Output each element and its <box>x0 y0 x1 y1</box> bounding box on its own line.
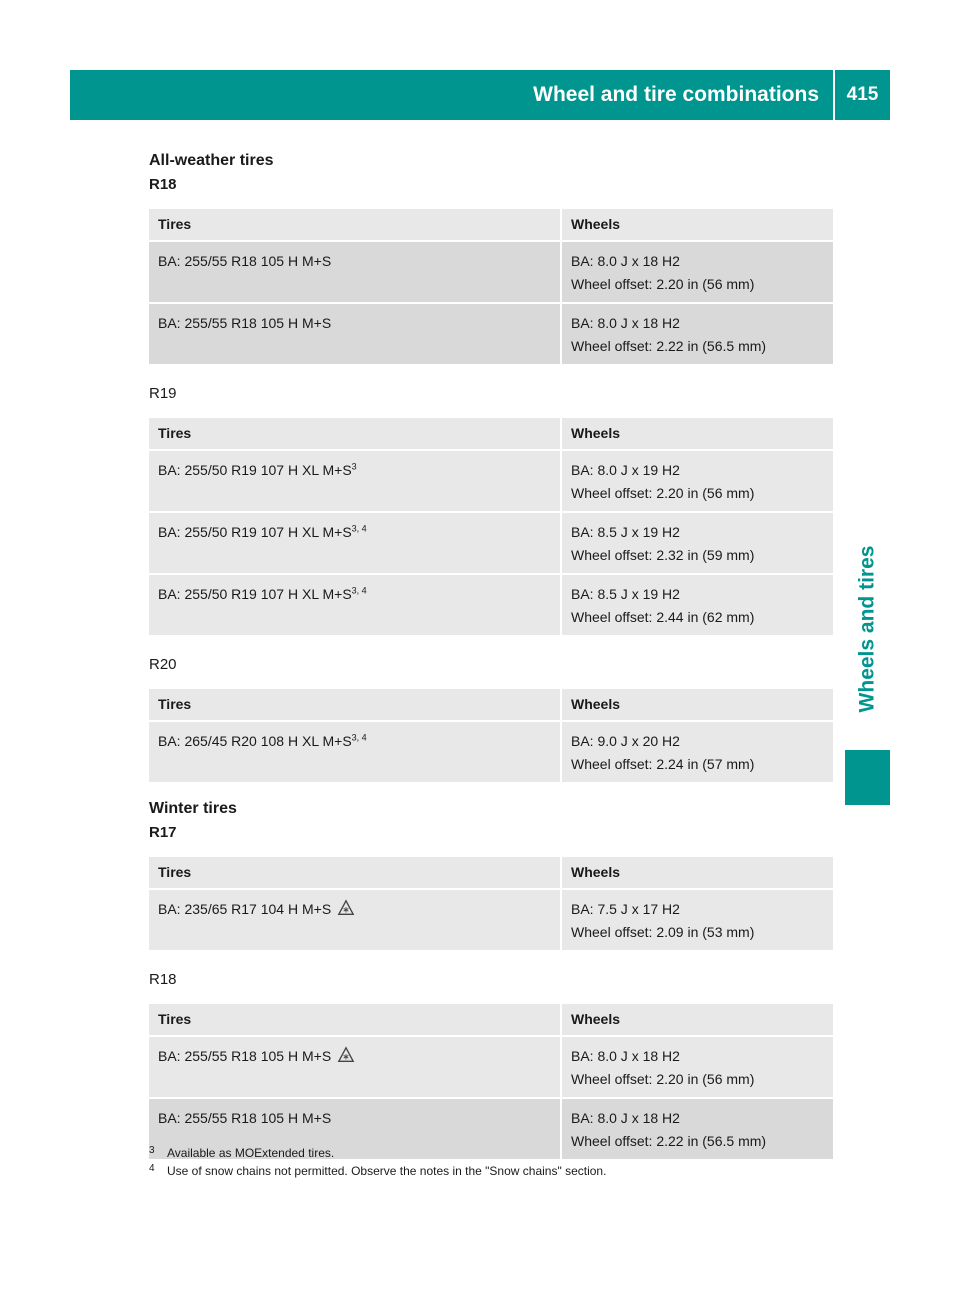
wheel-offset: Wheel offset: 2.20 in (56 mm) <box>571 276 755 292</box>
tire-spec: BA: 255/55 R18 105 H M+S <box>158 253 332 269</box>
table-row <box>149 889 833 951</box>
size-heading-r18: R18 <box>149 176 177 193</box>
tire-cell <box>149 450 561 512</box>
table-row <box>149 721 833 783</box>
footnote-number: 4 <box>149 1163 155 1174</box>
footnote-text: Use of snow chains not permitted. Observe the notes in the "Snow chains" section. <box>167 1164 607 1178</box>
mountain-snowflake-icon <box>337 1046 355 1064</box>
table-header-row <box>149 418 833 450</box>
wheel-offset: Wheel offset: 2.22 in (56.5 mm) <box>571 1133 767 1149</box>
wheel-offset: Wheel offset: 2.22 in (56.5 mm) <box>571 338 767 354</box>
footnote-ref: 3 <box>351 461 357 472</box>
all-weather-r18-table <box>149 209 833 366</box>
wheel-cell <box>561 721 833 783</box>
winter-r18-table <box>149 1004 833 1161</box>
winter-heading: Winter tires <box>149 800 237 817</box>
col-wheels: Wheels <box>561 1004 833 1036</box>
size-heading-r20: R20 <box>149 656 177 673</box>
footnote <box>149 1162 849 1180</box>
footnote-number: 3 <box>149 1145 155 1156</box>
col-tires: Tires <box>149 857 561 889</box>
wheel-offset: Wheel offset: 2.44 in (62 mm) <box>571 609 755 625</box>
tire-spec: BA: 255/50 R19 107 H XL M+S <box>158 586 352 602</box>
col-wheels: Wheels <box>561 418 833 450</box>
table-row <box>149 512 833 574</box>
col-wheels: Wheels <box>561 857 833 889</box>
wheel-offset: Wheel offset: 2.32 in (59 mm) <box>571 547 755 563</box>
wheel-cell <box>561 241 833 303</box>
tire-spec: BA: 235/65 R17 104 H M+S <box>158 901 332 917</box>
tire-spec: BA: 255/55 R18 105 H M+S <box>158 1110 332 1126</box>
wheel-cell <box>561 889 833 951</box>
tire-spec: BA: 265/45 R20 108 H XL M+S <box>158 733 352 749</box>
wheel-offset: Wheel offset: 2.09 in (53 mm) <box>571 924 755 940</box>
table-row <box>149 450 833 512</box>
page-number: 415 <box>846 84 879 105</box>
table-header-row <box>149 209 833 241</box>
col-tires: Tires <box>149 209 561 241</box>
footnote <box>149 1144 849 1162</box>
footnotes <box>149 1144 849 1180</box>
mountain-snowflake-icon <box>337 899 355 917</box>
wheel-offset: Wheel offset: 2.20 in (56 mm) <box>571 1071 755 1087</box>
wheel-offset: Wheel offset: 2.24 in (57 mm) <box>571 756 755 772</box>
wheel-spec: BA: 8.0 J x 18 H2 <box>571 1048 680 1064</box>
wheel-spec: BA: 8.0 J x 18 H2 <box>571 315 680 331</box>
wheel-spec: BA: 8.0 J x 18 H2 <box>571 1110 680 1126</box>
tire-spec: BA: 255/55 R18 105 H M+S <box>158 1048 332 1064</box>
table-row <box>149 1036 833 1098</box>
tire-cell <box>149 1036 561 1098</box>
col-tires: Tires <box>149 418 561 450</box>
table-row <box>149 303 833 365</box>
side-tab-label: Wheels and tires <box>855 545 879 713</box>
wheel-spec: BA: 9.0 J x 20 H2 <box>571 733 680 749</box>
size-heading-r19: R19 <box>149 385 177 402</box>
col-tires: Tires <box>149 689 561 721</box>
tire-cell <box>149 241 561 303</box>
table-header-row <box>149 857 833 889</box>
wheel-cell <box>561 450 833 512</box>
tire-cell <box>149 574 561 636</box>
wheel-spec: BA: 8.5 J x 19 H2 <box>571 586 680 602</box>
tire-spec: BA: 255/55 R18 105 H M+S <box>158 315 332 331</box>
col-wheels: Wheels <box>561 209 833 241</box>
col-tires: Tires <box>149 1004 561 1036</box>
page-header <box>70 70 890 120</box>
wheel-spec: BA: 7.5 J x 17 H2 <box>571 901 680 917</box>
wheel-cell <box>561 512 833 574</box>
table-row <box>149 241 833 303</box>
all-weather-r19-table <box>149 418 833 637</box>
main-content <box>149 150 833 1175</box>
size-heading-r17: R17 <box>149 824 177 841</box>
size-heading-r18: R18 <box>149 971 177 988</box>
wheel-cell <box>561 1036 833 1098</box>
all-weather-r20-table <box>149 689 833 784</box>
table-header-row <box>149 1004 833 1036</box>
side-marker <box>845 750 890 805</box>
footnote-text: Available as MOExtended tires. <box>167 1146 335 1160</box>
all-weather-heading: All-weather tires <box>149 152 274 169</box>
wheel-cell <box>561 303 833 365</box>
tire-cell <box>149 721 561 783</box>
tire-cell <box>149 303 561 365</box>
tire-cell <box>149 889 561 951</box>
footnote-ref: 3, 4 <box>351 585 367 596</box>
wheel-offset: Wheel offset: 2.20 in (56 mm) <box>571 485 755 501</box>
wheel-spec: BA: 8.5 J x 19 H2 <box>571 524 680 540</box>
wheel-spec: BA: 8.0 J x 18 H2 <box>571 253 680 269</box>
side-section-tab <box>845 520 890 738</box>
footnote-ref: 3, 4 <box>351 523 367 534</box>
winter-r17-table <box>149 857 833 952</box>
tire-spec: BA: 255/50 R19 107 H XL M+S <box>158 462 352 478</box>
wheel-cell <box>561 574 833 636</box>
tire-spec: BA: 255/50 R19 107 H XL M+S <box>158 524 352 540</box>
tire-cell <box>149 512 561 574</box>
wheel-spec: BA: 8.0 J x 19 H2 <box>571 462 680 478</box>
col-wheels: Wheels <box>561 689 833 721</box>
table-row <box>149 574 833 636</box>
page-title: Wheel and tire combinations <box>533 83 819 106</box>
table-header-row <box>149 689 833 721</box>
footnote-ref: 3, 4 <box>351 732 367 743</box>
